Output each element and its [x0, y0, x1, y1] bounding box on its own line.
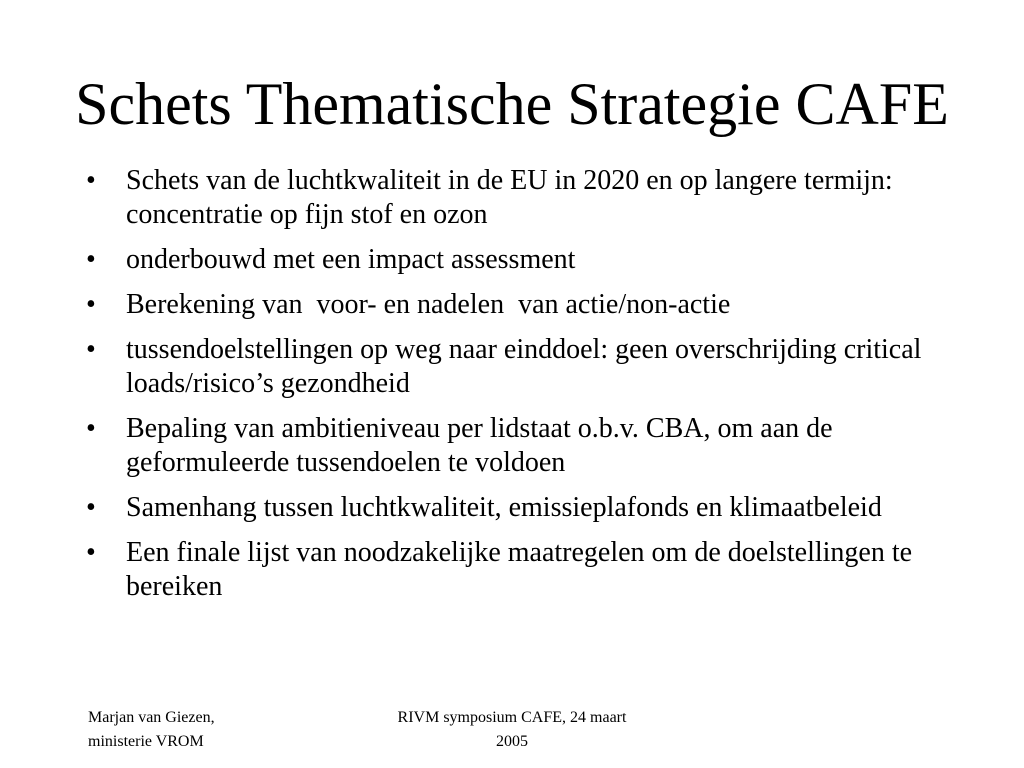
bullet-text: Schets van de luchtkwaliteit in de EU in 2020 en op langere termijn: concentratie op fijn stof en ozon — [126, 165, 893, 230]
bullet-text: Bepaling van ambitieniveau per lidstaat o.b.v. CBA, om aan de geformuleerde tussendoelen te voldoen — [126, 413, 833, 478]
bullet-list — [86, 164, 936, 615]
bullet-icon: • — [86, 244, 96, 275]
footer-event — [360, 706, 664, 754]
footer-author-org: ministerie VROM — [88, 733, 204, 750]
bullet-item — [86, 536, 936, 604]
bullet-icon: • — [86, 492, 96, 523]
footer-author-name: Marjan van Giezen, — [88, 709, 215, 726]
bullet-text: Berekening van voor- en nadelen van actie/non-actie — [126, 289, 731, 320]
bullet-text: Samenhang tussen luchtkwaliteit, emissieplafonds en klimaatbeleid — [126, 492, 882, 523]
bullet-icon: • — [86, 537, 96, 568]
footer-event-year: 2005 — [496, 733, 528, 750]
bullet-icon: • — [86, 289, 96, 320]
bullet-item — [86, 164, 936, 232]
slide-title: Schets Thematische Strategie CAFE — [75, 71, 949, 137]
bullet-text: tussendoelstellingen op weg naar einddoel: geen overschrijding critical loads/risico’s gezondheid — [126, 334, 922, 399]
bullet-item — [86, 491, 936, 525]
footer-event-name: RIVM symposium CAFE, 24 maart — [397, 709, 627, 726]
bullet-icon: • — [86, 165, 96, 196]
bullet-text: onderbouwd met een impact assessment — [126, 244, 576, 275]
bullet-item — [86, 333, 936, 401]
bullet-item — [86, 412, 936, 480]
bullet-icon: • — [86, 413, 96, 444]
bullet-item — [86, 243, 936, 277]
bullet-item — [86, 288, 936, 322]
footer-author — [88, 706, 288, 754]
bullet-text: Een finale lijst van noodzakelijke maatregelen om de doelstellingen te bereiken — [126, 537, 913, 602]
bullet-icon: • — [86, 334, 96, 365]
